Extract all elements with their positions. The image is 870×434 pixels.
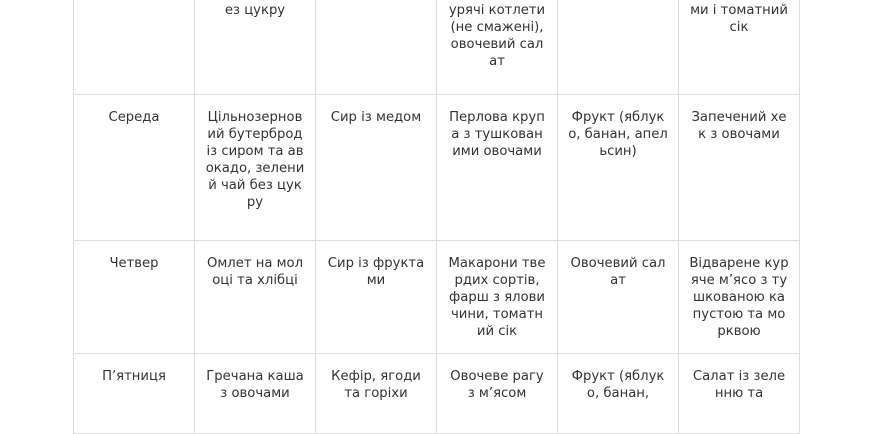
meal-cell: Гречана каша з овочами bbox=[195, 354, 316, 434]
day-cell: П’ятниця bbox=[74, 354, 195, 434]
meal-cell: Відварене куряче м’ясо з тушкованою капустою та морквою bbox=[679, 241, 800, 354]
meal-cell: Салат із зеленню та bbox=[679, 354, 800, 434]
table-row bbox=[74, 0, 800, 95]
meal-cell: Макарони твердих сортів, фарш з яловичини, томатний сік bbox=[437, 241, 558, 354]
table-row bbox=[74, 241, 800, 354]
weekly-meal-plan-table bbox=[73, 0, 800, 434]
table-row bbox=[74, 354, 800, 434]
table-row bbox=[74, 95, 800, 241]
meal-cell: Перлова крупа з тушкованими овочами bbox=[437, 95, 558, 241]
meal-cell: Цільнозерновий бутерброд із сиром та авокадо, зелений чай без цукру bbox=[195, 95, 316, 241]
meal-cell: ез цукру bbox=[195, 0, 316, 95]
meal-cell: Запечений хек з овочами bbox=[679, 95, 800, 241]
day-cell bbox=[74, 0, 195, 95]
meal-cell: ми і томатний сік bbox=[679, 0, 800, 95]
meal-cell: Фрукт (яблуко, банан, bbox=[558, 354, 679, 434]
meal-cell bbox=[558, 0, 679, 95]
meal-cell: Омлет на молоці та хлібці bbox=[195, 241, 316, 354]
day-cell: Четвер bbox=[74, 241, 195, 354]
meal-cell: Фрукт (яблуко, банан, апельсин) bbox=[558, 95, 679, 241]
meal-cell: Сир із медом bbox=[316, 95, 437, 241]
meal-cell: урячі котлети (не смажені), овочевий салат bbox=[437, 0, 558, 95]
meal-cell: Овочевий салат bbox=[558, 241, 679, 354]
meal-cell: Кефір, ягоди та горіхи bbox=[316, 354, 437, 434]
day-cell: Середа bbox=[74, 95, 195, 241]
meal-cell bbox=[316, 0, 437, 95]
meal-cell: Сир із фруктами bbox=[316, 241, 437, 354]
meal-cell: Овочеве рагу з м’ясом bbox=[437, 354, 558, 434]
